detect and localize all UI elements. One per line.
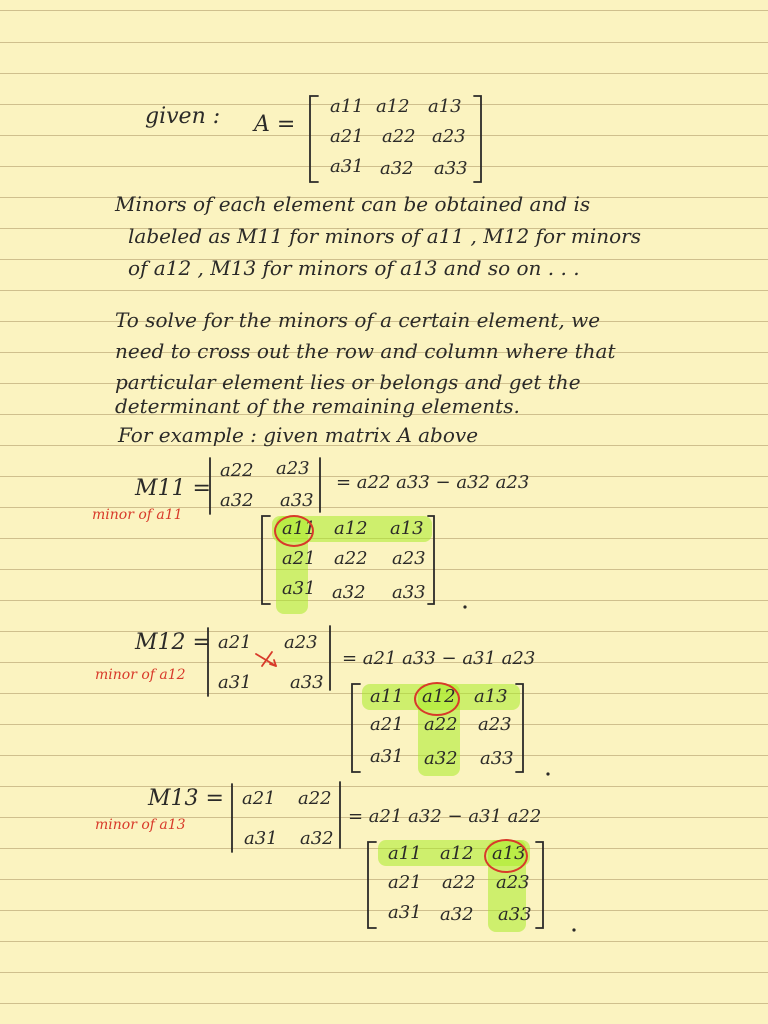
det-cell: a21 <box>218 632 252 653</box>
matrix-cell: a13 <box>428 96 462 117</box>
det-cell: a31 <box>244 828 278 849</box>
matrix-cell: a11 <box>370 686 404 707</box>
minor-label: M13 = <box>148 786 224 811</box>
matrix-cell: a33 <box>392 582 426 603</box>
minor-note: minor of a11 <box>92 507 183 523</box>
minor-label: M11 = <box>135 476 211 501</box>
text-line: For example : given matrix A above <box>118 423 479 447</box>
det-cell: a32 <box>220 490 254 511</box>
matrix-cell: a21 <box>370 714 404 735</box>
matrix-cell: a12 <box>440 843 474 864</box>
text-line: Minors of each element can be obtained and is <box>115 192 591 216</box>
matrix-name: A = <box>254 112 296 137</box>
matrix-cell: a12 <box>376 96 410 117</box>
minor-result: = a22 a33 − a32 a23 <box>336 472 530 493</box>
text-line: need to cross out the row and column where that <box>115 339 616 363</box>
matrix-cell: a21 <box>282 548 316 569</box>
matrix-cell: a12 <box>422 686 456 707</box>
det-cell: a22 <box>220 460 254 481</box>
det-cell: a22 <box>298 788 332 809</box>
det-cell: a23 <box>276 458 310 479</box>
matrix-cell: a22 <box>382 126 416 147</box>
matrix-cell: a22 <box>334 548 368 569</box>
matrix-cell: a31 <box>282 578 316 599</box>
det-cell: a23 <box>284 632 318 653</box>
selected-element-circle <box>414 682 460 716</box>
matrix-cell: a33 <box>498 904 532 925</box>
given-label: given : <box>145 104 221 129</box>
matrix-cell: a33 <box>480 748 514 769</box>
det-cell: a31 <box>218 672 252 693</box>
matrix-cell: a13 <box>492 843 526 864</box>
matrix-cell: a32 <box>440 904 474 925</box>
minor-label: M12 = <box>135 630 211 655</box>
det-cell: a33 <box>280 490 314 511</box>
matrix-cell: a22 <box>424 714 458 735</box>
text-line: To solve for the minors of a certain element, we <box>115 308 601 332</box>
matrix-cell: a21 <box>330 126 364 147</box>
selected-element-circle <box>274 515 314 547</box>
matrix-cell: a31 <box>370 746 404 767</box>
selected-element-circle <box>484 839 528 873</box>
matrix-cell: a23 <box>478 714 512 735</box>
matrix-cell: a12 <box>334 518 368 539</box>
det-cell: a33 <box>290 672 324 693</box>
det-cell: a21 <box>242 788 276 809</box>
text-line: determinant of the remaining elements. <box>115 394 520 418</box>
matrix-cell: a11 <box>388 843 422 864</box>
matrix-cell: a21 <box>388 872 422 893</box>
matrix-cell: a23 <box>496 872 530 893</box>
matrix-cell: a32 <box>380 158 414 179</box>
minor-result: = a21 a32 − a31 a22 <box>348 806 542 827</box>
matrix-cell: a31 <box>388 902 422 923</box>
text-line: of a12 , M13 for minors of a13 and so on . . . <box>128 256 580 280</box>
matrix-cell: a31 <box>330 156 364 177</box>
minor-note: minor of a12 <box>95 667 186 683</box>
det-cell: a32 <box>300 828 334 849</box>
matrix-cell: a23 <box>432 126 466 147</box>
matrix-cell: a11 <box>330 96 364 117</box>
minor-note: minor of a13 <box>95 817 186 833</box>
matrix-cell: a13 <box>390 518 424 539</box>
matrix-cell: a11 <box>282 518 316 539</box>
matrix-cell: a22 <box>442 872 476 893</box>
text-line: particular element lies or belongs and get the <box>115 370 581 394</box>
matrix-cell: a13 <box>474 686 508 707</box>
text-line: labeled as M11 for minors of a11 , M12 for minors <box>128 224 642 248</box>
matrix-cell: a23 <box>392 548 426 569</box>
matrix-cell: a33 <box>434 158 468 179</box>
matrix-cell: a32 <box>332 582 366 603</box>
matrix-cell: a32 <box>424 748 458 769</box>
minor-result: = a21 a33 − a31 a23 <box>342 648 536 669</box>
